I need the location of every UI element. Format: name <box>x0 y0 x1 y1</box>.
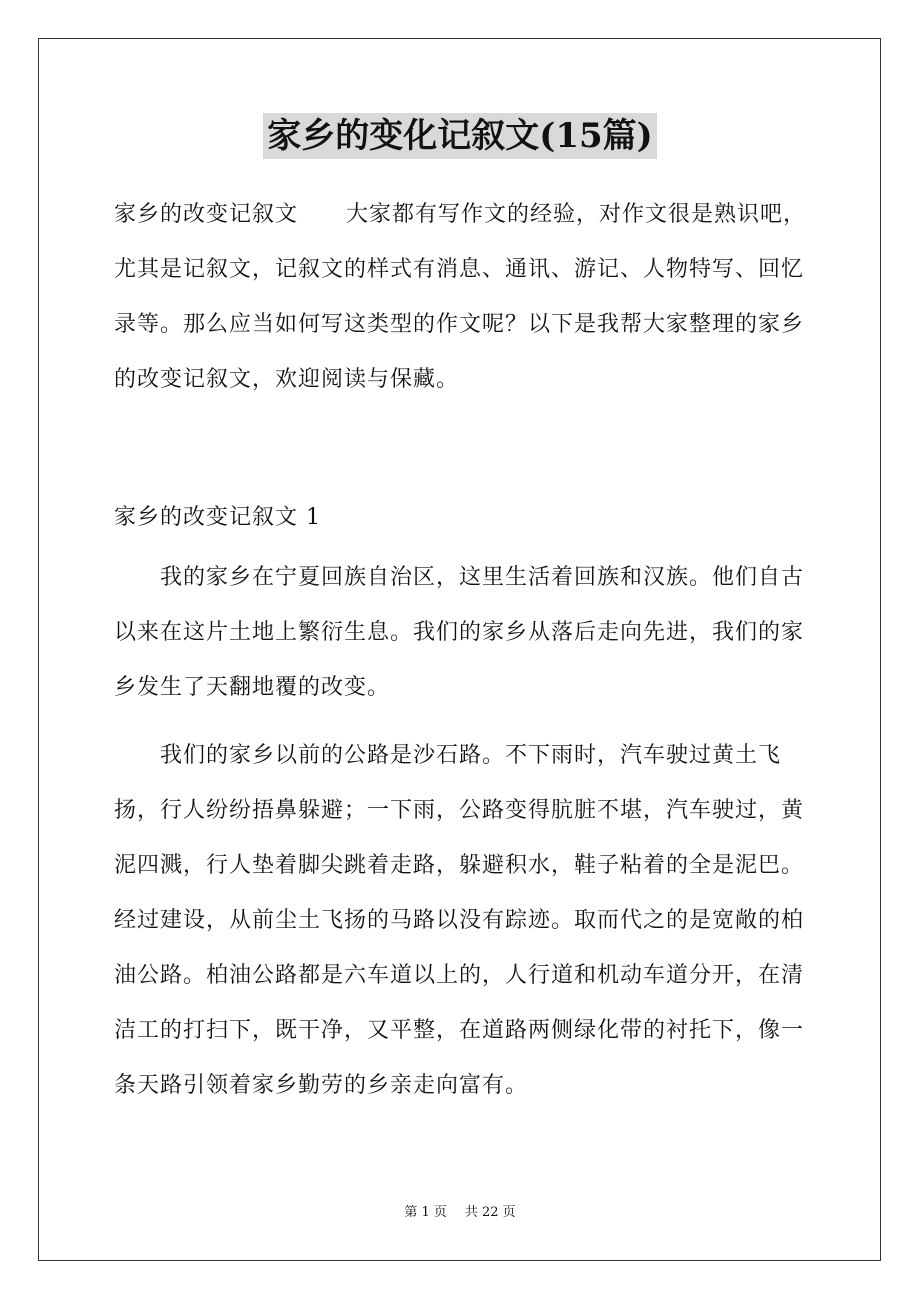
title-container <box>0 113 920 159</box>
page-footer <box>0 1203 920 1223</box>
document-title: 家乡的变化记叙文(15篇) <box>263 113 657 159</box>
section-heading: 家乡的改变记叙文 1 <box>114 505 321 530</box>
body-paragraph-1: 我的家乡在宁夏回族自治区，这里生活着回族和汉族。他们自古以来在这片土地上繁衍生息。我们的家乡从落后走向先进，我们的家乡发生了天翻地覆的改变。 <box>114 565 805 700</box>
page-number-current: 第 1 页 <box>404 1205 447 1220</box>
intro-paragraph <box>114 187 814 407</box>
body-paragraph-2: 我们的家乡以前的公路是沙石路。不下雨时，汽车驶过黄土飞扬，行人纷纷捂鼻躲避；一下雨，公路变得肮脏不堪，汽车驶过，黄泥四溅，行人垫着脚尖跳着走路，躲避积水，鞋子粘着的全是泥巴。经过建设，从前尘土飞扬的马路以没有踪迹。取而代之的是宽敞的柏油公路。柏油公路都是六车道以上的，人行道和机动车道分开，在清洁工的打扫下，既干净，又平整，在道路两侧绿化带的衬托下，像一条天路引领着家乡勤劳的乡亲走向富有。 <box>114 743 805 1098</box>
page-number-total: 共 22 页 <box>464 1205 516 1220</box>
intro-text: 大家都有写作文的经验，对作文很是熟识吧，尤其是记叙文，记叙文的样式有消息、通讯、游记、人物特写、回忆录等。那么应当如何写这类型的作文呢？以下是我帮大家整理的家乡的改变记叙文，欢迎阅读与保藏。 <box>114 202 807 392</box>
intro-heading: 家乡的改变记叙文 <box>114 202 299 227</box>
